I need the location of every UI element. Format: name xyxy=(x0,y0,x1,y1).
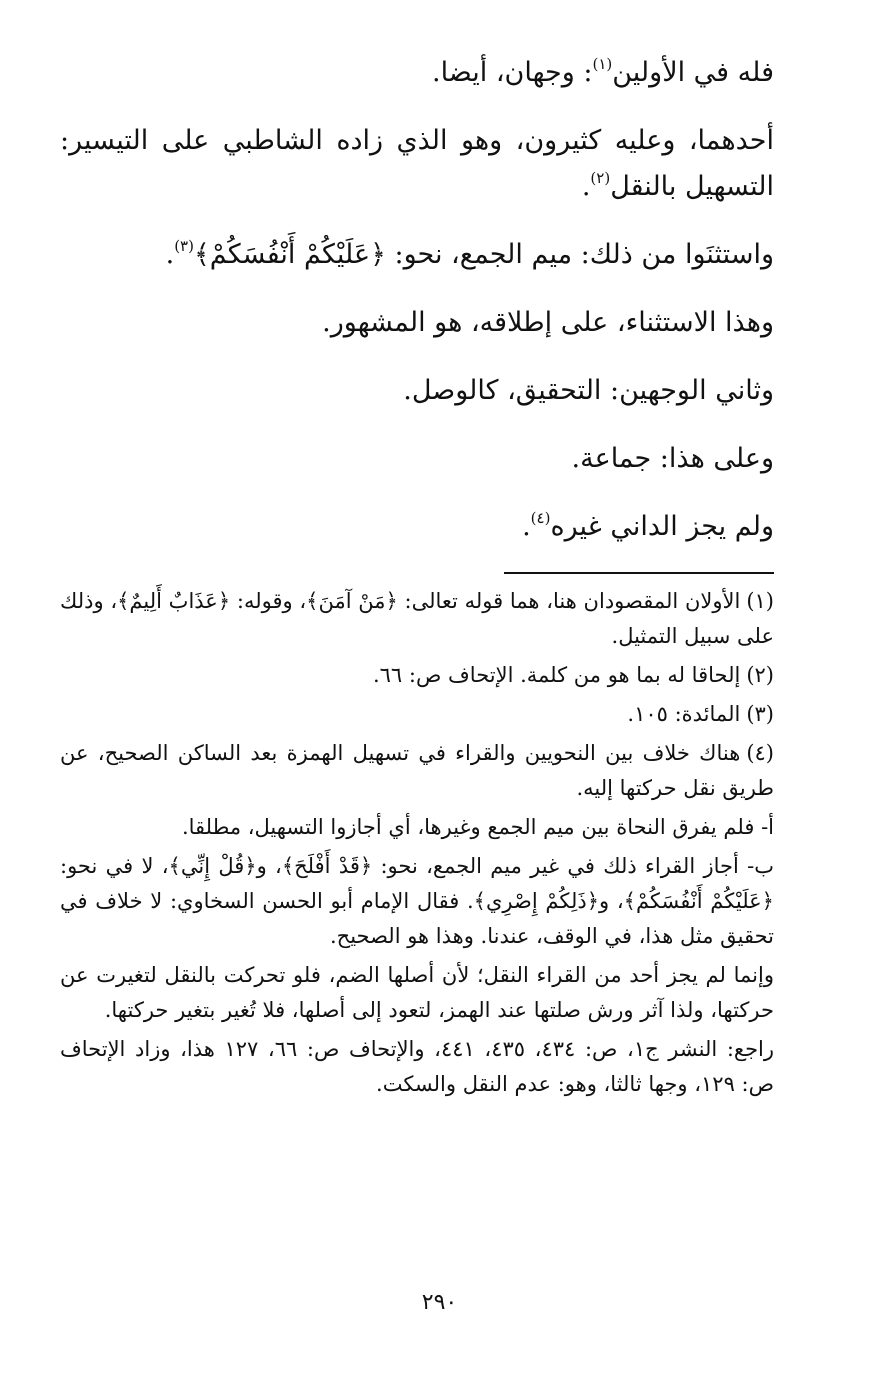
footnotes xyxy=(60,584,774,1102)
paragraph-2-text: أحدهما، وعليه كثيرون، وهو الذي زاده الشاطبي على التيسير: التسهيل بالنقل xyxy=(60,125,774,202)
footnote-ref-4: (٤) xyxy=(530,509,551,527)
footnote-2 xyxy=(60,658,774,693)
footnote-3-number: (٣) xyxy=(746,702,774,726)
paragraph-2: أحدهما، وعليه كثيرون، وهو الذي زاده الشاطبي على التيسير: التسهيل بالنقل$^{(٢)}$. xyxy=(60,125,774,202)
main-text xyxy=(60,50,774,550)
paragraph-1 xyxy=(60,50,774,96)
footnote-1-number: (١) xyxy=(746,589,774,613)
footnote-1-text: الأولان المقصودان هنا، هما قوله تعالى: ﴿مَنْ آمَنَ﴾، وقوله: ﴿عَذَابٌ أَلِيمٌ﴾، وذلك على سبيل التمثيل. xyxy=(60,589,774,648)
paragraph-3: واستثنَوا من ذلك: ميم الجمع، نحو: ﴿عَلَيْكُمْ أَنْفُسَكُمْ﴾$^{(٣)}$. xyxy=(165,237,774,270)
footnote-3 xyxy=(60,697,774,732)
footnote-4-part-a: أ- فلم يفرق النحاة بين ميم الجمع وغيرها، أي أجازوا التسهيل، مطلقا. xyxy=(181,815,774,839)
footnote-1 xyxy=(60,584,774,654)
footnote-ref-3: (٣) xyxy=(174,237,194,255)
paragraph-7: ولم يجز الداني غيره$^{(٤)}$. xyxy=(522,509,774,542)
footnote-4-number: (٤) xyxy=(746,741,774,765)
footnote-4-references: راجع: النشر ج١، ص: ٤٣٤، ٤٣٥، ٤٤١، والإتحاف ص: ٦٦، ١٢٧ هذا، وزاد الإتحاف ص: ١٢٩، وجها ثالثا، وهو: عدم النقل والسكت. xyxy=(60,1037,775,1096)
footnote-4-part-b: ب- أجاز القراء ذلك في غير ميم الجمع، نحو: ﴿قَدْ أَفْلَحَ﴾، و﴿قُلْ إِنِّي﴾، لا في نحو: ﴿عَلَيْكُمْ أَنْفُسَكُمْ﴾، و﴿ذَلِكُمْ إِصْرِي﴾. فقال الإمام أبو الحسن السخاوي: لا خلاف في تحقيق مثل هذا، في الوقف، عندنا. وهذا هو الصحيح. xyxy=(60,854,774,948)
paragraph-1-tail: : وجهان، أيضا. xyxy=(432,57,593,88)
footnote-3-text: المائدة: ١٠٥. xyxy=(627,702,741,726)
footnote-2-text: إلحاقا له بما هو من كلمة. الإتحاف ص: ٦٦. xyxy=(372,663,741,687)
paragraph-6: وعلى هذا: جماعة. xyxy=(571,443,774,474)
page-number: ٢٩٠ xyxy=(421,1290,458,1315)
paragraph-4: وهذا الاستثناء، على إطلاقه، هو المشهور. xyxy=(322,307,774,338)
footnote-ref-1: (١) xyxy=(592,55,613,73)
footnote-4 xyxy=(60,736,774,806)
paragraph-5: وثاني الوجهين: التحقيق، كالوصل. xyxy=(403,375,774,406)
footnote-2-number: (٢) xyxy=(746,663,774,687)
footnote-ref-2: (٢) xyxy=(590,169,611,187)
paragraph-1-text: فله في الأولين xyxy=(612,57,774,88)
footnote-4-part-c: وإنما لم يجز أحد من القراء النقل؛ لأن أصلها الضم، فلو تحركت بالنقل لتغيرت عن حركتها، ولذا آثر ورش صلتها عند الهمز، لتعود إلى أصلها، فلا تُغير بتغير حركتها. xyxy=(60,963,774,1022)
footnote-4-text: هناك خلاف بين النحويين والقراء في تسهيل الهمزة بعد الساكن الصحيح، عن طريق نقل حركتها إليه. xyxy=(60,741,774,800)
paragraph-7-text: ولم يجز الداني غيره xyxy=(550,511,774,542)
footnote-divider xyxy=(504,572,774,574)
paragraph-3-text: واستثنَوا من ذلك: ميم الجمع، نحو: ﴿عَلَيْكُمْ أَنْفُسَكُمْ﴾ xyxy=(193,239,774,270)
